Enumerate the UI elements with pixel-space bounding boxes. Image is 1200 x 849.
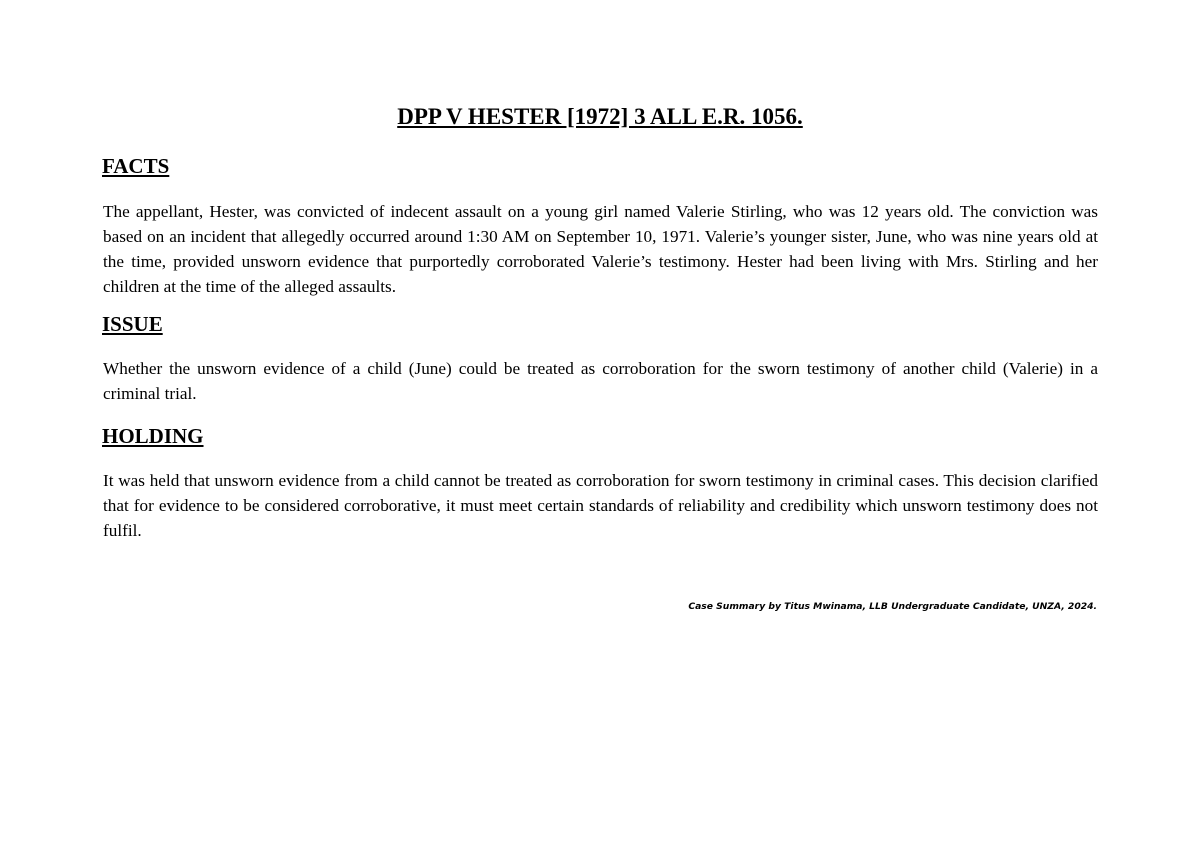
issue-heading: ISSUE: [102, 312, 163, 336]
facts-paragraph: The appellant, Hester, was convicted of indecent assault on a young girl named Valerie Stirling, who was 12 years old. The conviction was based on an incident that allegedly occurred around 1:30 AM on September 10, 1971. Valerie’s younger sister, June, who was nine years old at the time, provided unsworn evidence that purportedly corroborated Valerie’s testimony. Hester had been living with Mrs. Stirling and her children at the time of the alleged assaults.: [103, 202, 1098, 296]
holding-paragraph: It was held that unsworn evidence from a child cannot be treated as corroboration for sworn testimony in criminal cases. This decision clarified that for evidence to be considered corroborative, it must meet certain standards of reliability and credibility which unsworn testimony does not fulfil.: [103, 471, 1098, 540]
author-credit: Case Summary by Titus Mwinama, LLB Undergraduate Candidate, UNZA, 2024.: [688, 601, 1097, 612]
issue-paragraph: Whether the unsworn evidence of a child (June) could be treated as corroboration for the sworn testimony of another child (Valerie) in a criminal trial.: [103, 359, 1098, 403]
holding-heading: HOLDING: [102, 424, 204, 448]
case-title: DPP V HESTER [1972] 3 ALL E.R. 1056.: [397, 104, 803, 129]
facts-heading: FACTS: [102, 154, 170, 178]
